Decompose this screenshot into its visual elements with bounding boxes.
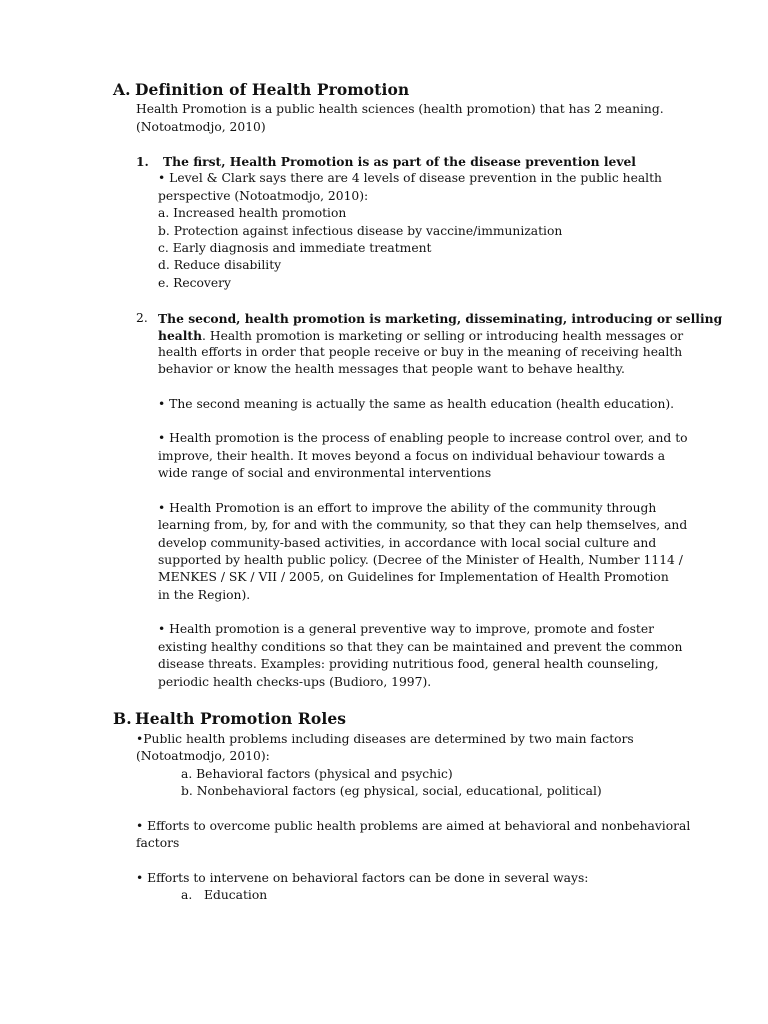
item-1-line: b. Protection against infectious disease by vaccine/immunization xyxy=(158,224,563,238)
section-a-title: Definition of Health Promotion xyxy=(135,80,410,99)
item-1-title: The first, Health Promotion is as part of the disease prevention level xyxy=(163,154,636,169)
item-2-para-1-line: • The second meaning is actually the same as health education (health education). xyxy=(158,397,675,411)
item-2-para-2-line: wide range of social and environmental interventions xyxy=(158,466,492,480)
item-1-number: 1. xyxy=(136,154,149,169)
section-a-intro-line: (Notoatmodjo, 2010) xyxy=(136,120,266,134)
item-2-para-3-line: learning from, by, for and with the community, so that they can help themselves, and xyxy=(158,518,688,532)
item-1-line: perspective (Notoatmodjo, 2010): xyxy=(158,189,369,203)
item-2-para-4-line: disease threats. Examples: providing nutritious food, general health counseling, xyxy=(158,657,659,671)
item-2-para-3-line: develop community-based activities, in accordance with local social culture and xyxy=(158,536,657,550)
section-a-heading xyxy=(113,80,409,99)
item-2-title-line-2 xyxy=(158,327,683,345)
item-2-para-2-line: improve, their health. It moves beyond a focus on individual behaviour towards a xyxy=(158,449,666,463)
item-2-line: health efforts in order that people receive or buy in the meaning of receiving health xyxy=(158,345,683,359)
section-b-title: Health Promotion Roles xyxy=(135,709,347,728)
item-1-line: c. Early diagnosis and immediate treatment xyxy=(158,241,432,255)
efforts-1-line: • Efforts to overcome public health problems are aimed at behavioral and nonbehavioral xyxy=(136,819,691,833)
section-a-letter: A. xyxy=(113,80,131,99)
factor-item: a. Behavioral factors (physical and psychic) xyxy=(181,767,453,781)
item-2-para-3-line: • Health Promotion is an effort to improve the ability of the community through xyxy=(158,501,657,515)
item-2-para-4-line: periodic health checks-ups (Budioro, 1997). xyxy=(158,675,432,689)
item-1-line: a. Increased health promotion xyxy=(158,206,347,220)
item-2-title: The second, health promotion is marketing, disseminating, introducing or selling xyxy=(158,311,723,326)
section-b-intro-line: (Notoatmodjo, 2010): xyxy=(136,749,270,763)
section-a-intro-line: Health Promotion is a public health sciences (health promotion) that has 2 meaning. xyxy=(136,102,664,116)
item-2-para-2-line: • Health promotion is the process of enabling people to increase control over, and to xyxy=(158,431,688,445)
factor-item: b. Nonbehavioral factors (eg physical, social, educational, political) xyxy=(181,784,602,798)
item-1-line: d. Reduce disability xyxy=(158,258,282,272)
item-1-line: e. Recovery xyxy=(158,276,231,290)
item-2-para-3-line: MENKES / SK / VII / 2005, on Guidelines for Implementation of Health Promotion xyxy=(158,570,669,584)
section-b-intro-line: •Public health problems including diseases are determined by two main factors xyxy=(136,732,634,746)
item-2-number: 2. xyxy=(136,311,148,325)
item-2-title-bold: health xyxy=(158,328,203,343)
item-2-title-rest: . Health promotion is marketing or selling or introducing health messages or xyxy=(202,329,684,343)
section-b-heading xyxy=(113,709,346,728)
item-2-para-3-line: supported by health public policy. (Decree of the Minister of Health, Number 1114 / xyxy=(158,553,683,567)
item-2-para-4-line: existing healthy conditions so that they can be maintained and prevent the common xyxy=(158,640,683,654)
item-2-line: behavior or know the health messages that people want to behave healthy. xyxy=(158,362,625,376)
ways-item-letter: a. xyxy=(181,888,193,902)
section-b-letter: B. xyxy=(113,709,132,728)
efforts-2-line: • Efforts to intervene on behavioral factors can be done in several ways: xyxy=(136,871,589,885)
item-2-para-3-line: in the Region). xyxy=(158,588,251,602)
efforts-1-line: factors xyxy=(136,836,180,850)
item-2-para-4-line: • Health promotion is a general preventive way to improve, promote and foster xyxy=(158,622,654,636)
ways-item-text: Education xyxy=(204,888,268,902)
item-1-line: • Level & Clark says there are 4 levels of disease prevention in the public health xyxy=(158,171,662,185)
